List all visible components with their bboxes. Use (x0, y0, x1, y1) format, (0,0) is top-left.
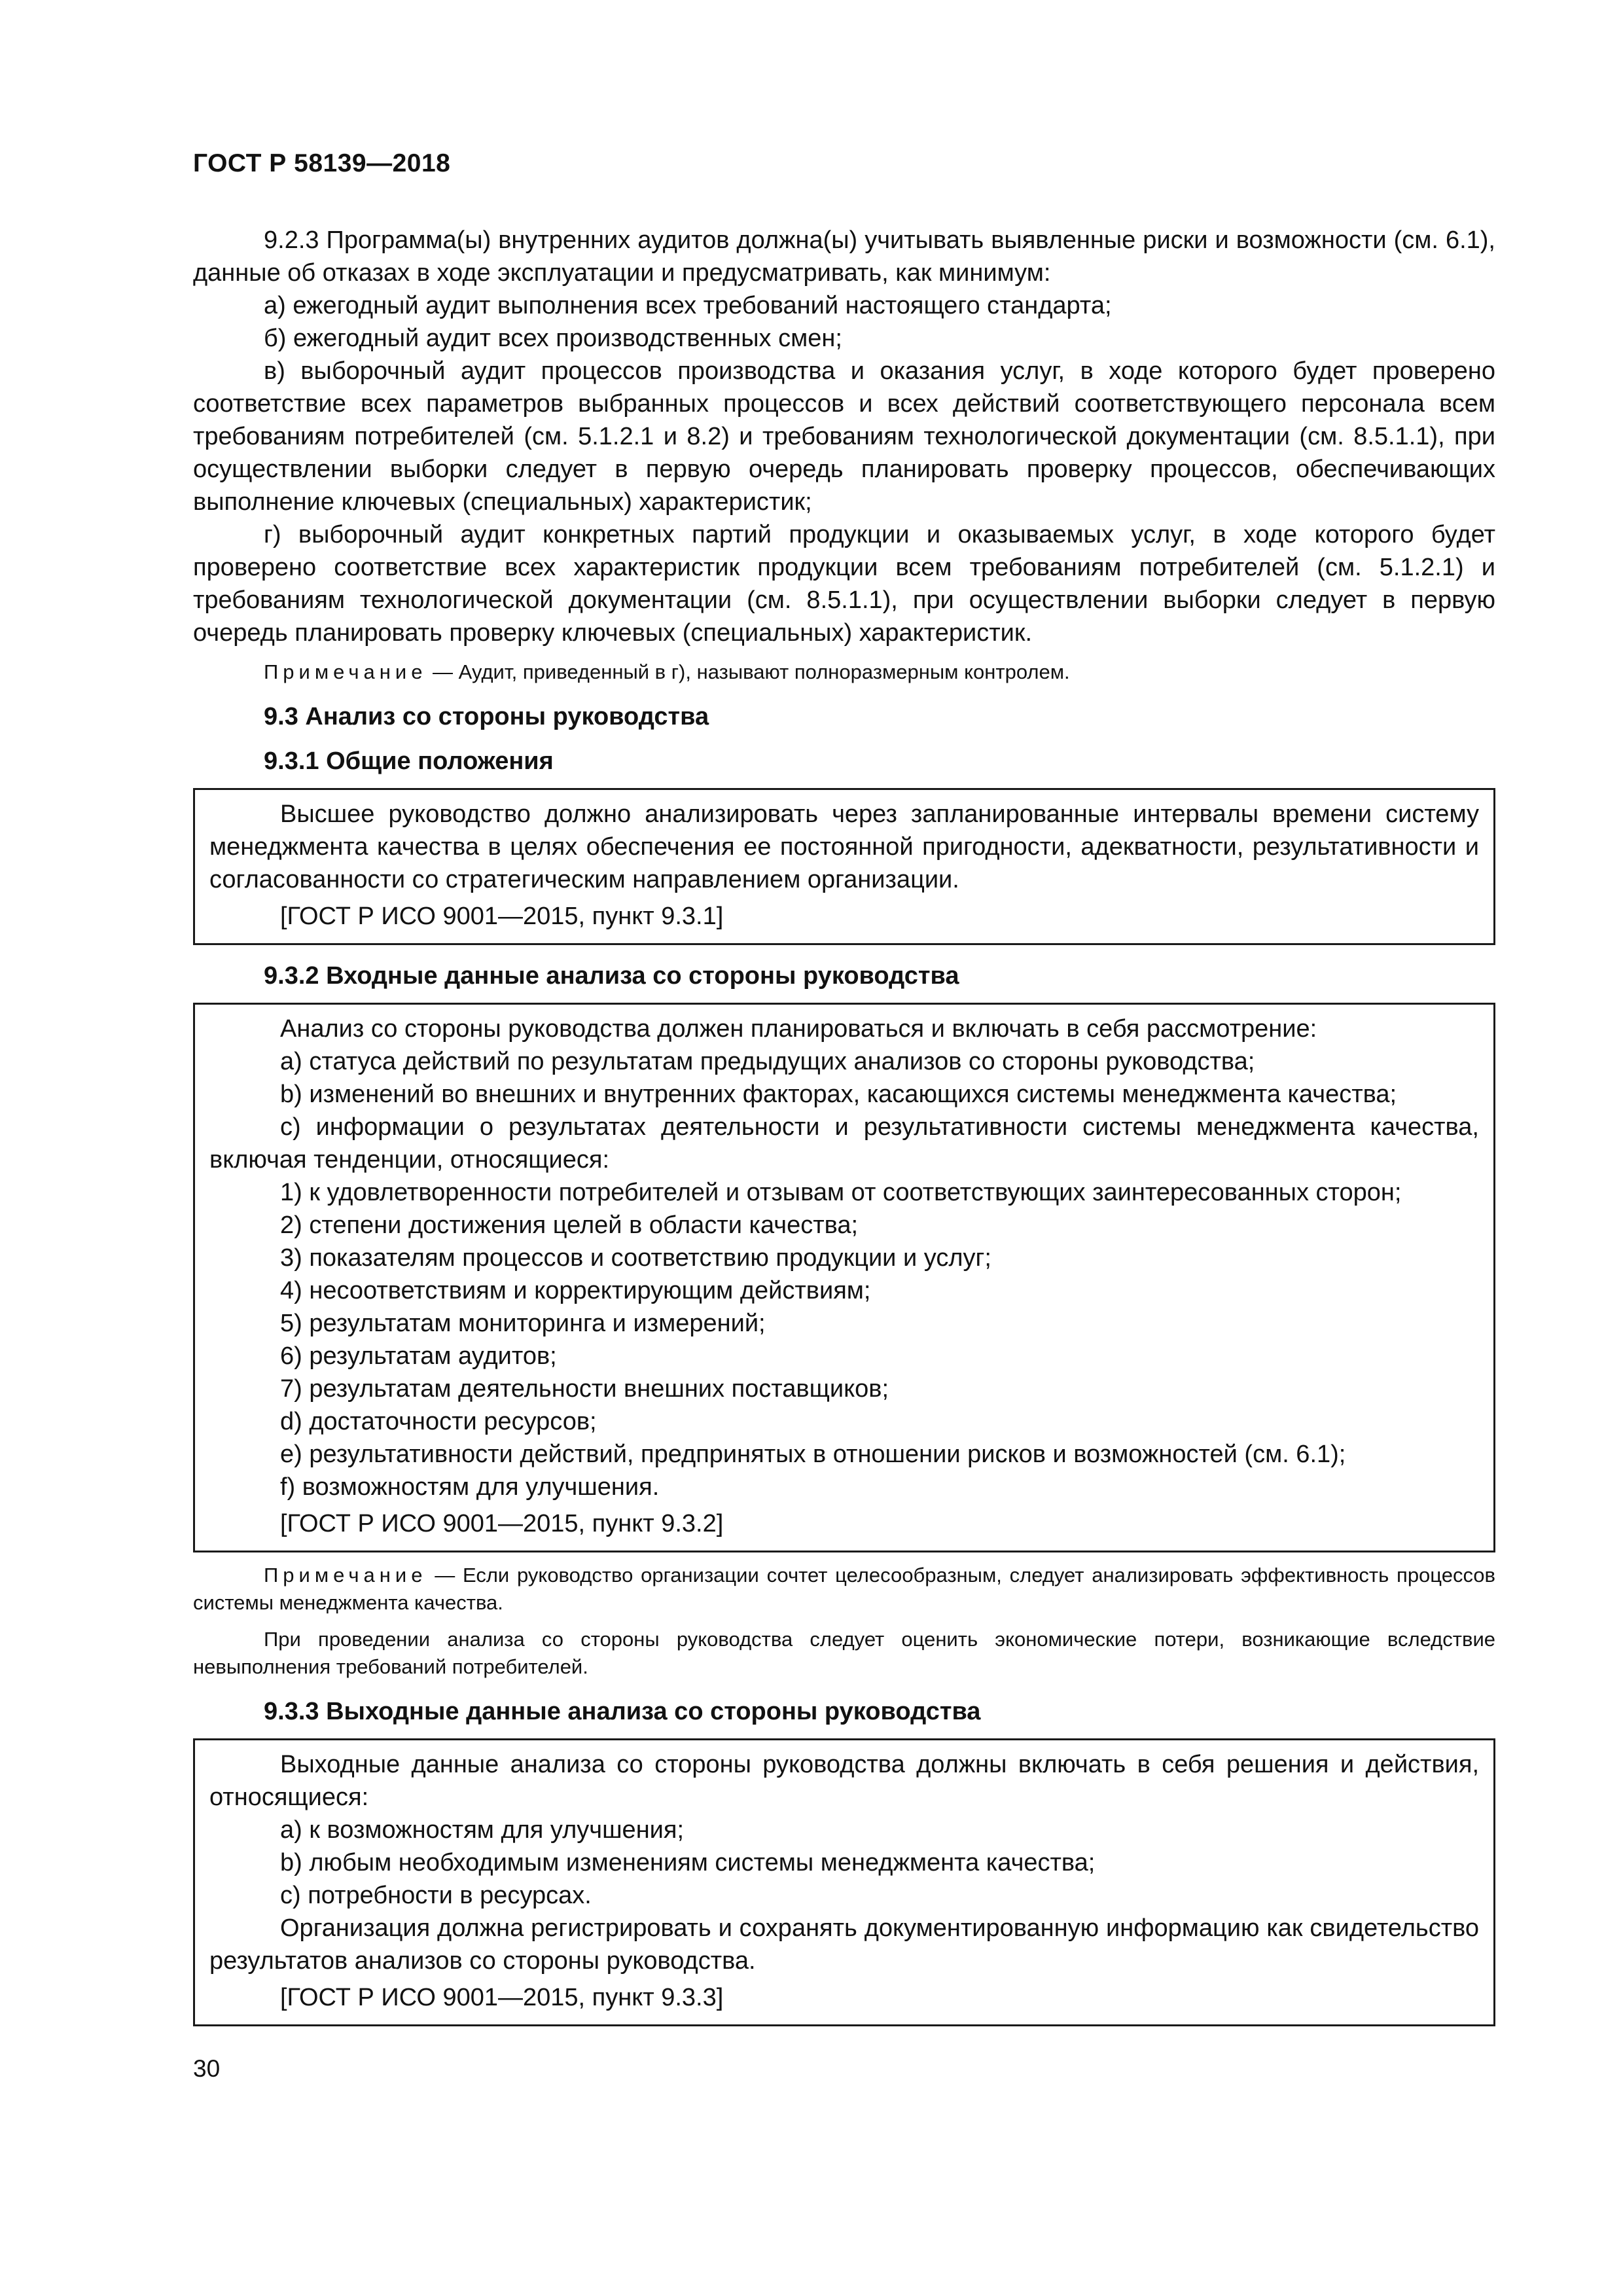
box-reference: [ГОСТ Р ИСО 9001—2015, пункт 9.3.1] (280, 903, 724, 930)
box-text: Высшее руководство должно анализировать через запланированные интервалы времени систему менеджмента качества в целях обеспечения ее постоянной пригодности, адекватности, результативности и согласованности со стратегическим направлением организации. (209, 800, 1479, 893)
list-item: b) любым необходимым изменениям системы менеджмента качества; (280, 1849, 1096, 1876)
list-item: f) возможностям для улучшения. (280, 1473, 660, 1501)
list-item: б) ежегодный аудит всех производственных смен; (264, 325, 842, 352)
list-item: a) статуса действий по результатам предыдущих анализов со стороны руководства; (280, 1048, 1255, 1075)
note-932 (193, 1562, 1495, 1617)
list-item: г) выборочный аудит конкретных партий продукции и оказываемых услуг, в ходе которого будет проверено соответствие всех характеристик продукции всем требованиям потребителей (см. 5.1.2.1) и требованиям технологической документации (см. 8.5.1.1), при осуществлении выборки следует в первую очередь планировать проверку ключевых (специальных) характеристик. (193, 521, 1495, 647)
note-label: Примечание (264, 1564, 427, 1587)
note-932-continued: При проведении анализа со стороны руководства следует оценить экономические потери, возникающие вследствие невыполнения требований потребителей. (193, 1628, 1495, 1678)
page-content (193, 224, 1495, 2026)
list-item: а) ежегодный аудит выполнения всех требований настоящего стандарта; (264, 292, 1112, 319)
quote-box-932 (193, 1003, 1495, 1552)
list-item: b) изменений во внешних и внутренних факторах, касающихся системы менеджмента качества; (280, 1081, 1397, 1108)
list-item: 4) несоответствиям и корректирующим действиям; (280, 1277, 871, 1304)
section-93-title: 9.3 Анализ со стороны руководства (264, 703, 709, 730)
list-item: 5) результатам мониторинга и измерений; (280, 1310, 766, 1337)
section-931-title: 9.3.1 Общие положения (264, 747, 554, 775)
page-number: 30 (193, 2055, 221, 2082)
quote-box-931 (193, 788, 1495, 945)
list-item: 6) результатам аудитов; (280, 1342, 557, 1370)
list-item: e) результативности действий, предпринятых в отношении рисков и возможностей (см. 6.1); (280, 1441, 1346, 1468)
list-item: d) достаточности ресурсов; (280, 1408, 597, 1435)
list-item: 1) к удовлетворенности потребителей и отзывам от соответствующих заинтересованных сторон; (280, 1179, 1402, 1206)
list-item: 2) степени достижения целей в области качества; (280, 1211, 859, 1239)
list-item: c) информации о результатах деятельности и результативности системы менеджмента качества, включая тенденции, относящиеся: (209, 1113, 1479, 1174)
list-item: 7) результатам деятельности внешних поставщиков; (280, 1375, 889, 1403)
section-933-title: 9.3.3 Выходные данные анализа со стороны руководства (264, 1698, 981, 1725)
box-reference: [ГОСТ Р ИСО 9001—2015, пункт 9.3.3] (280, 1984, 724, 2011)
quote-box-933 (193, 1738, 1495, 2026)
box-intro: Выходные данные анализа со стороны руководства должны включать в себя решения и действия, относящиеся: (209, 1751, 1479, 1811)
note-text: — Если руководство организации сочтет целесообразным, следует анализировать эффективность процессов системы менеджмента качества. (193, 1564, 1495, 1614)
box-text: Организация должна регистрировать и сохранять документированную информацию как свидетельство результатов анализов со стороны руководства. (209, 1914, 1479, 1975)
list-item: 3) показателям процессов и соответствию продукции и услуг; (280, 1244, 991, 1272)
list-item: c) потребности в ресурсах. (280, 1882, 592, 1909)
box-reference: [ГОСТ Р ИСО 9001—2015, пункт 9.3.2] (280, 1510, 724, 1537)
note-label: Примечание (264, 660, 427, 683)
section-932-title: 9.3.2 Входные данные анализа со стороны руководства (264, 962, 959, 990)
note-text: — Аудит, приведенный в г), называют полноразмерным контролем. (427, 660, 1070, 683)
document-header: ГОСТ Р 58139—2018 (193, 149, 451, 177)
list-item: в) выборочный аудит процессов производства и оказания услуг, в ходе которого будет проверено соответствие всех параметров выбранных процессов и всех действий соответствующего персонала всем требованиям потребителей (см. 5.1.2.1 и 8.2) и требованиям технологической документации (см. 8.5.1.1), при осуществлении выборки следует в первую очередь планировать проверку процессов, обеспечивающих выполнение ключевых (специальных) характеристик; (193, 357, 1495, 516)
note-923 (193, 658, 1495, 686)
box-intro: Анализ со стороны руководства должен планироваться и включать в себя рассмотрение: (280, 1015, 1317, 1043)
section-923-intro: 9.2.3 Программа(ы) внутренних аудитов должна(ы) учитывать выявленные риски и возможности (см. 6.1), данные об отказах в ходе эксплуатации и предусматривать, как минимум: (193, 226, 1495, 287)
list-item: a) к возможностям для улучшения; (280, 1816, 685, 1844)
